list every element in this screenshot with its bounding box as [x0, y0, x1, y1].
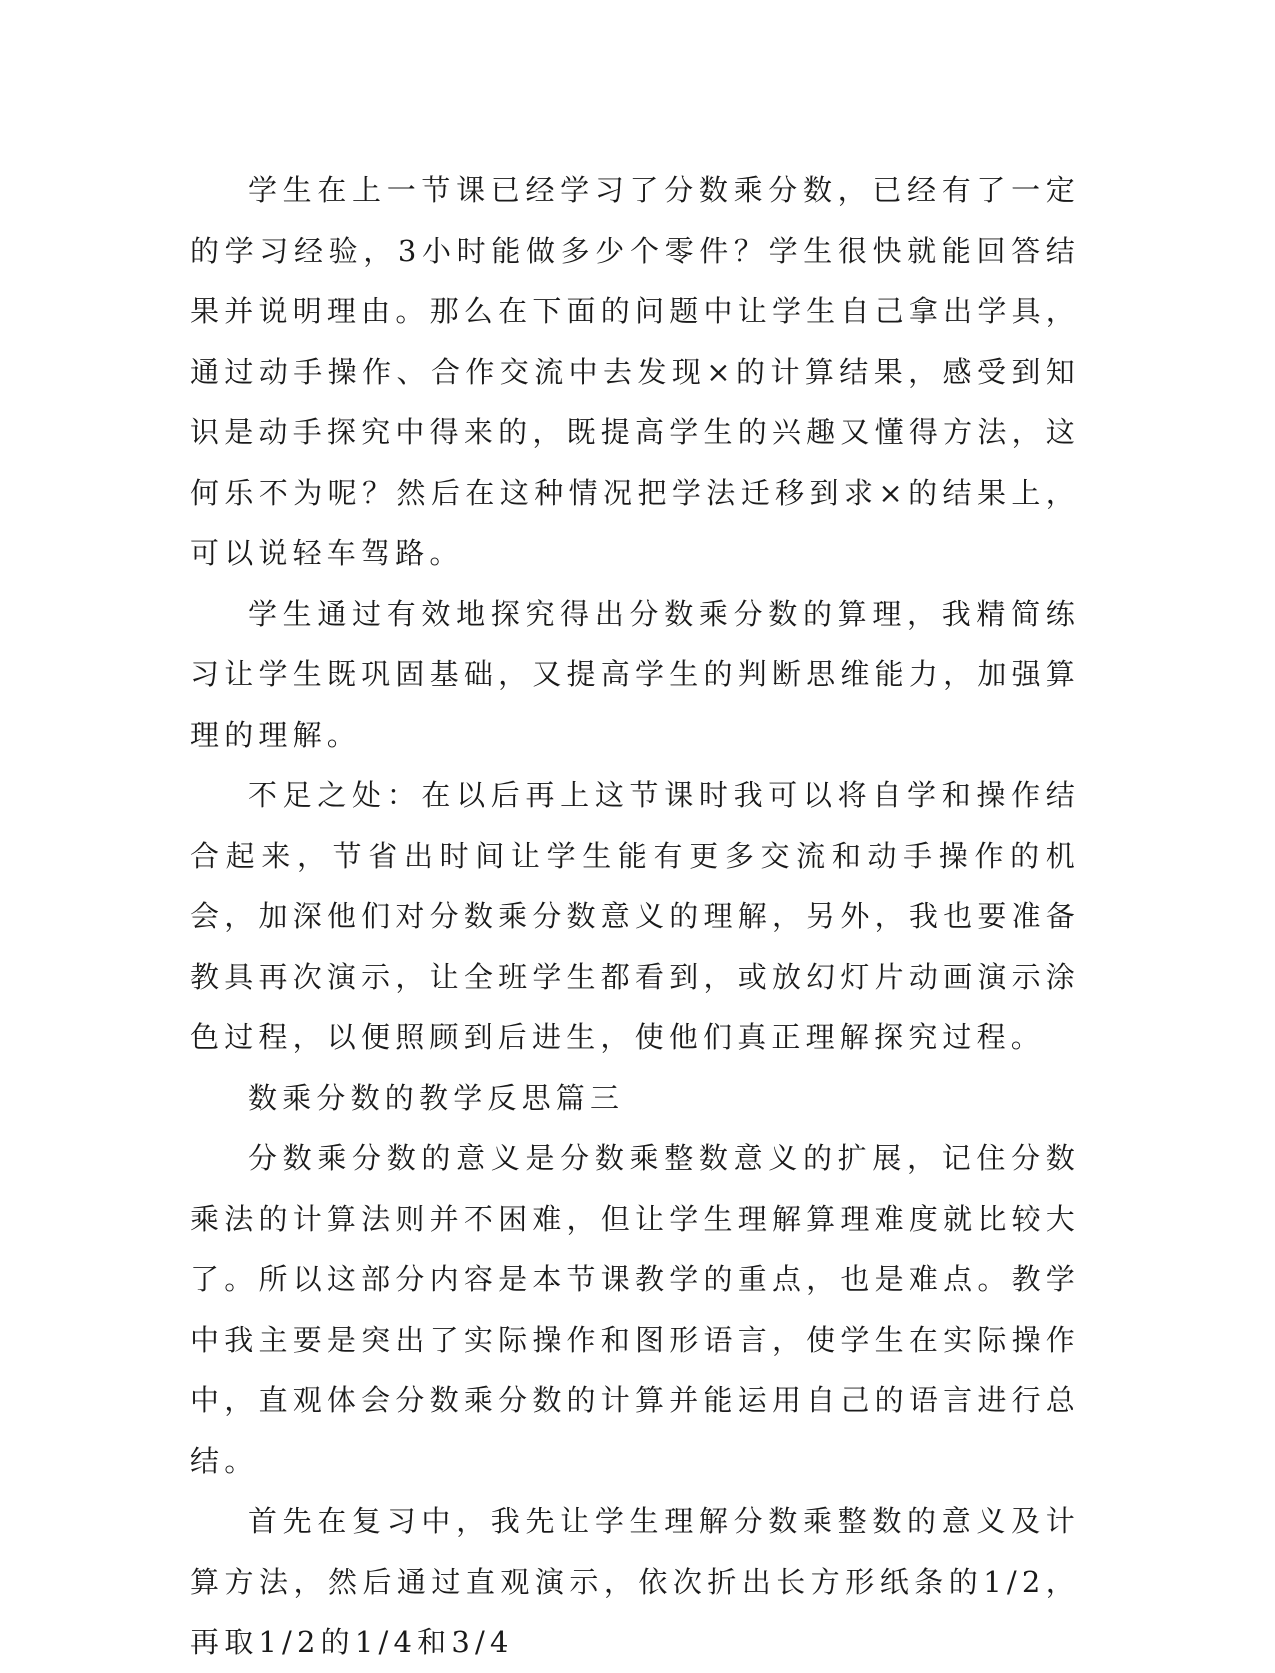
paragraph-5: 首先在复习中，我先让学生理解分数乘整数的意义及计算方法，然后通过直观演示，依次折出长方形纸条的1/2，再取1/2的1/4和3/4: [190, 1504, 1080, 1659]
paragraph-4: 分数乘分数的意义是分数乘整数意义的扩展，记住分数乘法的计算法则并不困难，但让学生理解算理难度就比较大了。所以这部分内容是本节课教学的重点，也是难点。教学中我主要是突出了实际操作和图形语言，使学生在实际操作中，直观体会分数乘分数的计算并能运用自己的语言进行总结。: [190, 1141, 1080, 1478]
section-heading: 数乘分数的教学反思篇三: [248, 1080, 625, 1115]
paragraph-2: 学生通过有效地探究得出分数乘分数的算理，我精简练习让学生既巩固基础，又提高学生的判断思维能力，加强算理的理解。: [190, 596, 1080, 752]
paragraph-1: 学生在上一节课已经学习了分数乘分数，已经有了一定的学习经验，3小时能做多少个零件？学生很快就能回答结果并说明理由。那么在下面的问题中让学生自己拿出学具，通过动手操作、合作交流中去发现×的计算结果，感受到知识是动手探究中得来的，既提高学生的兴趣又懂得方法，这何乐不为呢？然后在这种情况把学法迁移到求×的结果上，可以说轻车驾路。: [190, 173, 1080, 570]
document-body: [190, 160, 1080, 1673]
paragraph-3: 不足之处：在以后再上这节课时我可以将自学和操作结合起来，节省出时间让学生能有更多交流和动手操作的机会，加深他们对分数乘分数意义的理解，另外，我也要准备教具再次演示，让全班学生都看到，或放幻灯片动画演示涂色过程，以便照顾到后进生，使他们真正理解探究过程。: [190, 778, 1080, 1054]
